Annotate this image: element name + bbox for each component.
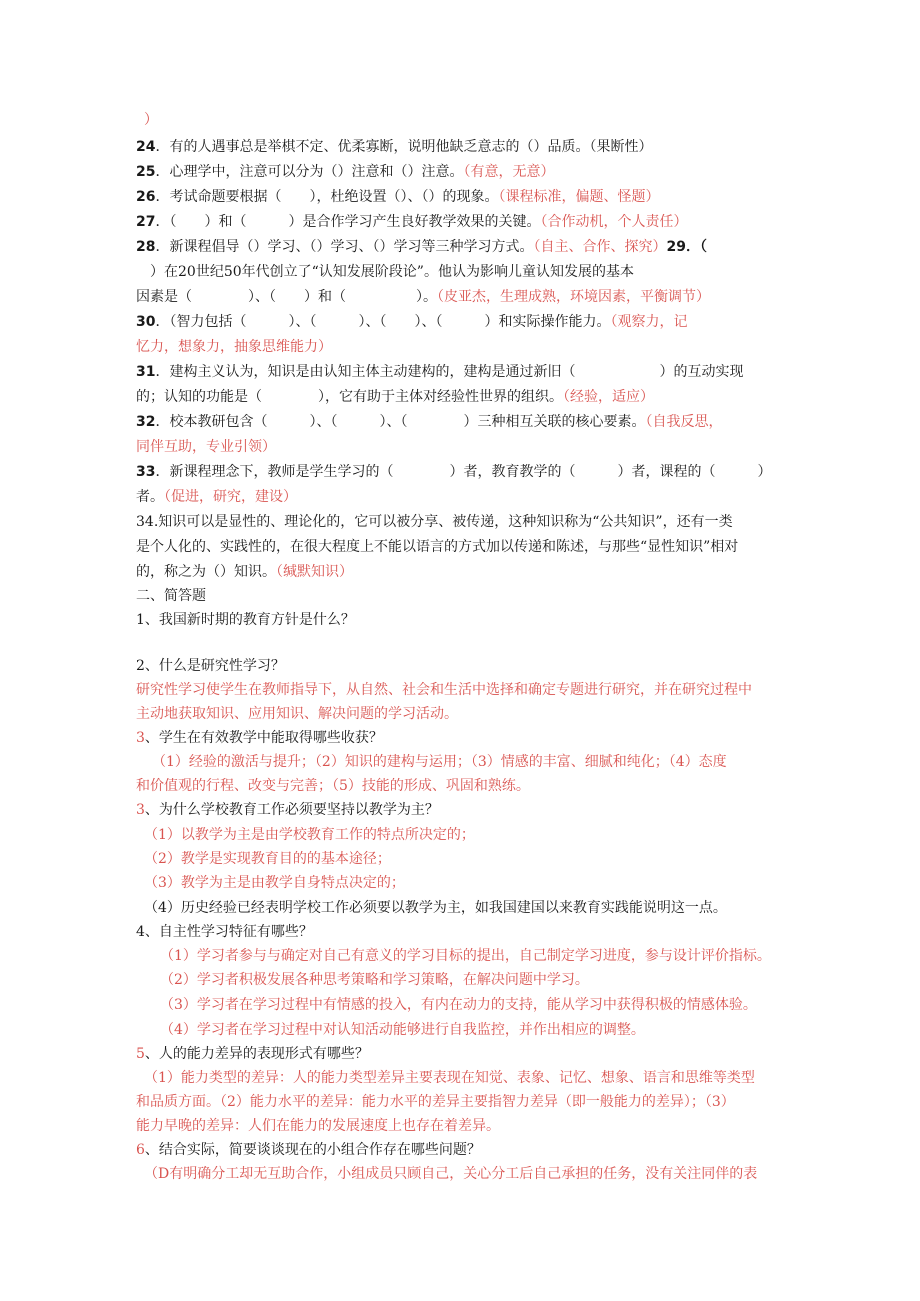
short-answer-question-1: 1、我国新时期的教育方针是什么？ bbox=[136, 612, 355, 628]
short-answer-question-3 bbox=[136, 728, 383, 748]
question-number: 32 bbox=[136, 414, 156, 430]
question-text: 者。 bbox=[136, 489, 164, 505]
question-30 bbox=[136, 312, 687, 332]
question-text: ．校本教研包含（ ）、（ ）、（ ）三种相互关联的核心要素。 bbox=[155, 414, 646, 430]
question-text: ．（智力包括（ ）、（ ）、（ ）、（ ）和实际操作能力。 bbox=[155, 314, 611, 330]
question-text: ．有的人遇事总是举棋不定、优柔寡断，说明他缺乏意志的（）品质。（果断性） bbox=[155, 139, 653, 155]
question-33 bbox=[136, 462, 771, 482]
question-text: 的；认知的功能是（ ），它有助于主体对经验性世界的组织。 bbox=[136, 389, 563, 405]
answer-text: （观察力，记 bbox=[610, 314, 688, 330]
question-31 bbox=[136, 362, 743, 382]
answer-text: （4）学习者在学习过程中对认知活动能够进行自我监控，并作出相应的调整。 bbox=[160, 1022, 645, 1038]
text-line bbox=[136, 387, 654, 407]
question-34: 34.知识可以是显性的、理论化的，它可以被分享、被传递，这种知识称为“公共知识”，还有一类 bbox=[136, 514, 733, 530]
text-line bbox=[144, 110, 158, 130]
answer-text: （经验，适应） bbox=[563, 389, 654, 405]
question-number: 24 bbox=[136, 139, 156, 155]
question-text: 、学生在有效教学中能取得哪些收获？ bbox=[144, 730, 383, 746]
text-line bbox=[136, 562, 353, 582]
short-answer-question-2: 2、什么是研究性学习？ bbox=[136, 658, 285, 674]
question-number: 33 bbox=[136, 464, 156, 480]
answer-text: （1）以教学为主是由学校教育工作的特点所决定的； bbox=[144, 827, 475, 843]
question-32 bbox=[136, 412, 722, 432]
answer-text: 忆力，想象力，抽象思维能力） bbox=[136, 339, 332, 355]
question-number: 31 bbox=[136, 364, 156, 380]
question-text: ．（ ）和（ ）是合作学习产生良好教学效果的关键。 bbox=[155, 214, 541, 230]
answer-text: 同伴互助，专业引领） bbox=[136, 439, 276, 455]
answer-text: （促进，研究，建设） bbox=[164, 489, 297, 505]
question-text: ．建构主义认为，知识是由认知主体主动建构的，建构是通过新旧（ ）的互动实现 bbox=[155, 364, 744, 380]
question-number: 6 bbox=[136, 1142, 145, 1158]
question-text: 、结合实际，简要谈谈现在的小组合作存在哪些问题？ bbox=[144, 1142, 481, 1158]
short-answer-question-5 bbox=[136, 1044, 369, 1064]
answer-text: （合作动机，个人责任） bbox=[540, 214, 688, 230]
question-number: 25 bbox=[136, 164, 156, 180]
answer-text: 能力早晚的差异：人们在能力的发展速度上也存在着差异。 bbox=[136, 1118, 500, 1134]
question-number: 26 bbox=[136, 189, 156, 205]
question-28 bbox=[136, 237, 707, 257]
section-heading: 二、简答题 bbox=[136, 588, 206, 604]
answer-text: （自主、合作、探究） bbox=[533, 239, 667, 255]
answer-text: 和价值观的行程、改变与完善；（5）技能的形成、巩固和熟练。 bbox=[136, 778, 530, 794]
answer-text: （D有明确分工却无互助合作，小组成员只顾自己，关心分工后自己承担的任务，没有关注同伴的表 bbox=[144, 1166, 758, 1182]
question-number: 3 bbox=[136, 730, 145, 746]
answer-text: （1）能力类型的差异：人的能力类型差异主要表现在知觉、表象、记忆、想象、语言和思维等类型 bbox=[144, 1070, 755, 1086]
answer-text: （3）学习者在学习过程中有情感的投入，有内在动力的支持，能从学习中获得积极的情感体验。 bbox=[160, 997, 757, 1013]
answer-text: （2）教学是实现教育目的的基本途径； bbox=[144, 851, 391, 867]
text-line bbox=[136, 487, 297, 507]
question-number: 5 bbox=[136, 1046, 145, 1062]
question-text: ．新课程理念下，教师是学生学习的（ ）者，教育教学的（ ）者，课程的（ ） bbox=[155, 464, 772, 480]
text-line bbox=[136, 262, 634, 282]
answer-text: 主动地获取知识、应用知识、解决问题的学习活动。 bbox=[136, 706, 458, 722]
question-number: 28 bbox=[136, 239, 156, 255]
question-text: 、为什么学校教育工作必须要坚持以教学为主？ bbox=[144, 802, 439, 818]
question-text: ．心理学中，注意可以分为（）注意和（）注意。 bbox=[155, 164, 464, 180]
short-answer-question-3b bbox=[136, 800, 439, 820]
answer-text: （有意，无意） bbox=[463, 164, 555, 180]
question-number: 29．（ bbox=[666, 239, 707, 255]
answer-text: （2）学习者积极发展各种思考策略和学习策略，在解决问题中学习。 bbox=[160, 972, 589, 988]
question-25 bbox=[136, 162, 554, 182]
answer-text: 研究性学习使学生在教师指导下，从自然、社会和生活中选择和确定专题进行研究，并在研究过程中 bbox=[136, 682, 752, 698]
answer-text: 和品质方面。（2）能力水平的差异：能力水平的差异主要指智力差异（即一般能力的差异）；（3） bbox=[136, 1094, 735, 1110]
answer-text: （4）历史经验已经表明学校工作必须要以教学为主，如我国建国以来教育实践能说明这一点。 bbox=[144, 900, 727, 916]
text-line: 是个人化的、实践性的，在很大程度上不能以语言的方式加以传递和陈述，与那些“显性知识”相对 bbox=[136, 539, 739, 555]
answer-text: （1）学习者参与与确定对自己有意义的学习目标的提出，自己制定学习进度，参与设计评价指标。 bbox=[160, 948, 771, 964]
question-27 bbox=[136, 212, 687, 232]
question-number: 3 bbox=[136, 802, 145, 818]
answer-text: （缄默知识） bbox=[276, 564, 353, 580]
answer-text: （1）经验的激活与提升；（2）知识的建构与运用；（3）情感的丰富、细腻和纯化；（4）态度 bbox=[152, 754, 727, 770]
question-text: ．新课程倡导（）学习、（）学习、（）学习等三种学习方式。 bbox=[155, 239, 534, 255]
answer-text: （皮亚杰，生理成熟，环境因素，平衡调节） bbox=[437, 289, 710, 305]
text-line bbox=[136, 287, 710, 307]
question-24 bbox=[136, 137, 652, 157]
answer-text: （课程标准，偏题、怪题） bbox=[498, 189, 660, 205]
question-text: 因素是（ ）、（ ）和（ ）。 bbox=[136, 289, 437, 305]
question-26 bbox=[136, 187, 659, 207]
answer-text: （自我反思， bbox=[645, 414, 723, 430]
question-text: ）在20世纪50年代创立了“认知发展阶段论”。他认为影响儿童认知发展的基本 bbox=[136, 264, 634, 280]
answer-fragment: ） bbox=[144, 112, 158, 128]
short-answer-question-4: 4、自主性学习特征有哪些？ bbox=[136, 924, 313, 940]
question-number: 30 bbox=[136, 314, 156, 330]
answer-text: （3）教学为主是由教学自身特点决定的； bbox=[144, 875, 405, 891]
question-text: ．考试命题要根据（ ），杜绝设置（）、（）的现象。 bbox=[155, 189, 499, 205]
question-number: 27 bbox=[136, 214, 156, 230]
question-text: 、人的能力差异的表现形式有哪些？ bbox=[144, 1046, 369, 1062]
question-text: 的，称之为（）知识。 bbox=[136, 564, 276, 580]
short-answer-question-6 bbox=[136, 1140, 481, 1160]
